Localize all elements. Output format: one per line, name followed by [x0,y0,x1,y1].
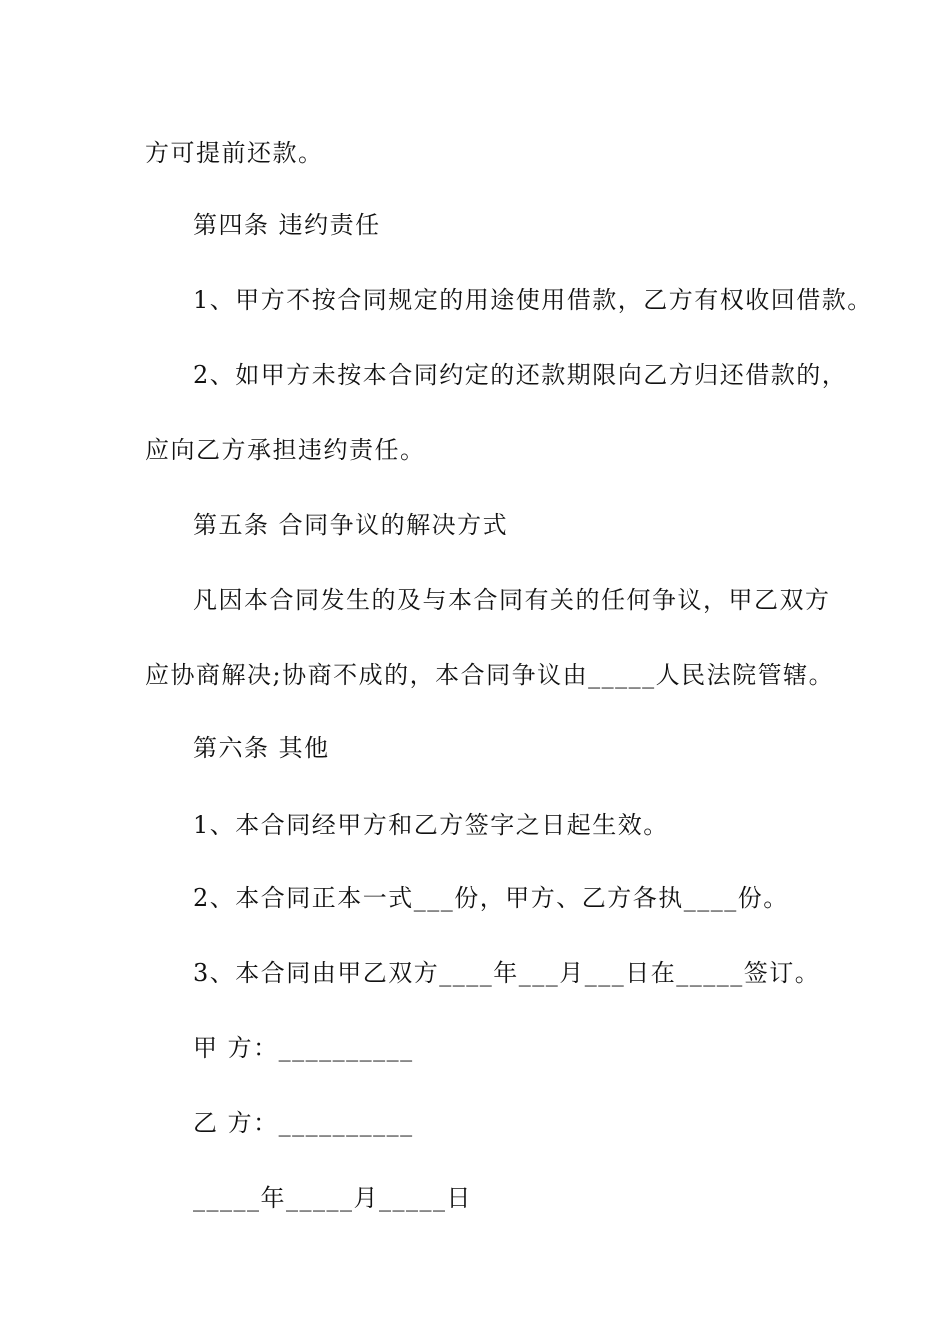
clause-4-2-continued: 应向乙方承担违约责任。 [145,436,426,464]
dispute-clause-continued: 应协商解决;协商不成的，本合同争议由_____人民法院管辖。 [145,661,835,689]
clause-4-2: 2、如甲方未按本合同约定的还款期限向乙方归还借款的， [193,361,848,389]
party-a-signature-line: 甲 方：__________ [193,1034,414,1062]
paragraph-line: 方可提前还款。 [145,139,324,167]
article-5-heading: 第五条 合同争议的解决方式 [193,511,509,539]
article-4-heading: 第四条 违约责任 [193,211,381,239]
dispute-clause: 凡因本合同发生的及与本合同有关的任何争议，甲乙双方 [193,586,831,614]
article-6-heading: 第六条 其他 [193,734,330,762]
clause-4-1: 1、甲方不按合同规定的用途使用借款，乙方有权收回借款。 [193,286,873,314]
clause-6-1: 1、本合同经甲方和乙方签字之日起生效。 [193,811,669,839]
party-b-signature-line: 乙 方：__________ [193,1109,414,1137]
signing-date-line: _____年_____月_____日 [193,1184,472,1212]
clause-6-2: 2、本合同正本一式___份，甲方、乙方各执____份。 [193,884,789,912]
clause-6-3: 3、本合同由甲乙双方____年___月___日在_____签订。 [193,959,821,987]
